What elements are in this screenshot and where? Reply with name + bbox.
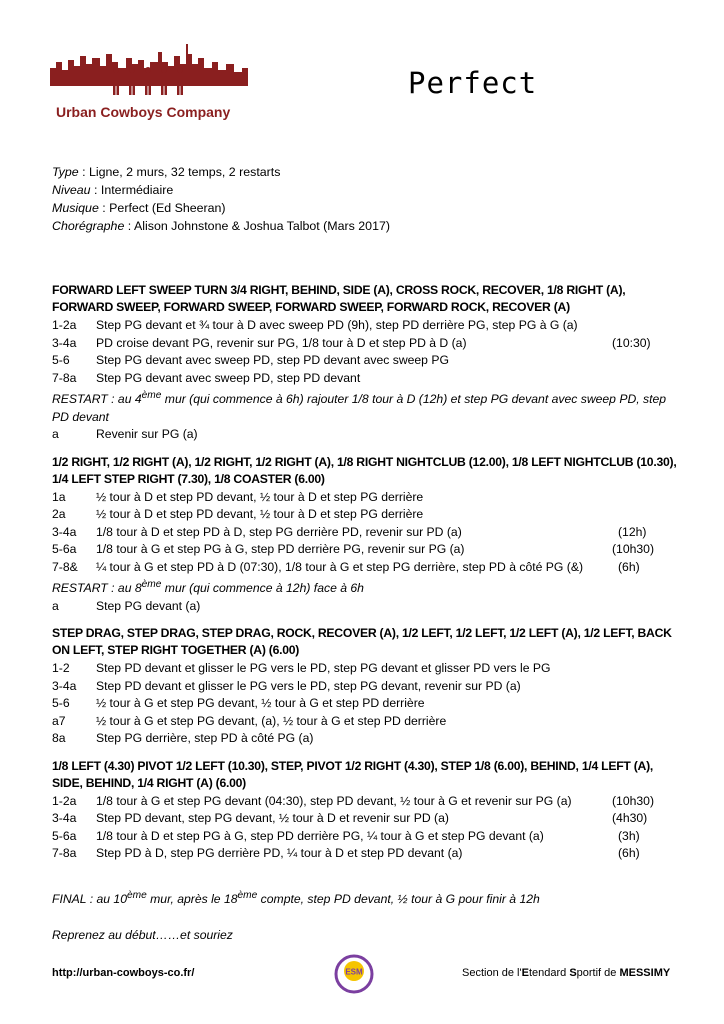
step-description: Step PD devant et glisser le PG vers le PD, step PG devant et glisser PD vers le PG bbox=[96, 661, 551, 676]
step-count: 5-6 bbox=[52, 353, 70, 367]
esm-badge-icon bbox=[334, 954, 374, 999]
step-row bbox=[52, 793, 682, 811]
step-count: 1a bbox=[52, 489, 66, 504]
step-count: 1-2a bbox=[52, 318, 77, 332]
step-count: a bbox=[52, 427, 59, 442]
step-sheet bbox=[52, 282, 682, 873]
step-description: ½ tour à G et step PG devant, ½ tour à G et step PD derrière bbox=[96, 696, 425, 711]
step-row bbox=[52, 426, 682, 444]
step-row bbox=[52, 598, 682, 616]
step-count: 5-6a bbox=[52, 542, 77, 557]
company-logo bbox=[46, 42, 256, 126]
step-description: ½ tour à G et step PG devant, (a), ½ tour à G et step PD derrière bbox=[96, 713, 447, 728]
footer-section-part: S bbox=[569, 967, 577, 979]
info-value: : Ligne, 2 murs, 32 temps, 2 restarts bbox=[78, 165, 281, 179]
info-value: : Alison Johnstone & Joshua Talbot (Mars 2017) bbox=[124, 219, 390, 233]
step-orientation: (3h) bbox=[618, 828, 640, 843]
step-count: 7-8& bbox=[52, 559, 78, 574]
step-count: 1-2a bbox=[52, 793, 77, 808]
step-orientation: (12h) bbox=[618, 524, 647, 539]
section-heading: 1/8 LEFT (4.30) PIVOT 1/2 LEFT (10.30), STEP, PIVOT 1/2 RIGHT (4.30), STEP 1/8 (6.00), BEHIND, 1/4 LEFT (A), SIDE, BEHIND, 1/4 RIGHT (A) (6.00) bbox=[52, 758, 654, 790]
step-row bbox=[52, 489, 682, 507]
final-note bbox=[52, 890, 540, 906]
skyline-icon bbox=[46, 42, 256, 104]
final-text: mur, après le 18 bbox=[146, 892, 238, 907]
step-count: 3-4a bbox=[52, 524, 77, 539]
step-count: 2a bbox=[52, 507, 66, 522]
footer-section-part: portif de bbox=[576, 967, 620, 979]
step-row bbox=[52, 335, 682, 353]
step-row bbox=[52, 678, 682, 696]
page-title: Perfect bbox=[408, 66, 538, 100]
step-count: 7-8a bbox=[52, 846, 77, 861]
step-row bbox=[52, 828, 682, 846]
step-orientation: (4h30) bbox=[612, 811, 648, 826]
restart-text: RESTART : au 8 bbox=[52, 581, 142, 596]
esm-badge-text: ESM bbox=[345, 967, 363, 977]
step-orientation: (10h30) bbox=[612, 542, 655, 557]
step-orientation: (10:30) bbox=[612, 335, 651, 350]
step-count: 1-2 bbox=[52, 661, 70, 676]
restart-note bbox=[52, 576, 682, 598]
step-description: ½ tour à D et step PD devant, ½ tour à D et step PG derrière bbox=[96, 507, 424, 522]
step-description: PD croise devant PG, revenir sur PG, 1/8 tour à D et step PD à D (a) bbox=[96, 335, 467, 350]
info-label: Musique bbox=[52, 201, 99, 215]
section-heading: FORWARD LEFT SWEEP TURN 3/4 RIGHT, BEHIND, SIDE (A), CROSS ROCK, RECOVER, 1/8 RIGHT (A), FORWARD SWEEP, FORWARD SWEEP, FORWARD SWEEP, FORWARD ROCK, RECOVER (A) bbox=[52, 283, 626, 314]
step-orientation: (6h) bbox=[618, 846, 640, 861]
step-description: 1/8 tour à G et step PG à G, step PD derrière PG, revenir sur PG (a) bbox=[96, 542, 465, 557]
footer-section-part: MESSIMY bbox=[619, 967, 671, 979]
restart-note bbox=[52, 387, 682, 426]
footer-section-part: E bbox=[521, 967, 529, 979]
step-row bbox=[52, 506, 682, 524]
step-count: a bbox=[52, 598, 59, 613]
step-row bbox=[52, 317, 682, 335]
step-count: 3-4a bbox=[52, 811, 77, 826]
info-music bbox=[52, 199, 390, 217]
step-row bbox=[52, 845, 682, 863]
restart-text: RESTART : au 4 bbox=[52, 392, 142, 407]
restart-text: mur (qui commence à 12h) face à 6h bbox=[161, 581, 364, 596]
step-row bbox=[52, 524, 682, 542]
final-text: compte, step PD devant, ½ tour à G pour finir à 12h bbox=[257, 892, 540, 907]
step-count: a7 bbox=[52, 713, 66, 728]
step-description: Step PD à D, step PG derrière PD, ¼ tour à D et step PD devant (a) bbox=[96, 846, 463, 861]
step-count: 5-6a bbox=[52, 828, 77, 843]
info-level bbox=[52, 181, 390, 199]
step-row bbox=[52, 695, 682, 713]
footer-website-link[interactable]: http://urban-cowboys-co.fr/ bbox=[52, 967, 195, 979]
step-count: 3-4a bbox=[52, 678, 77, 693]
step-description: Step PG devant (a) bbox=[96, 598, 201, 613]
step-section bbox=[52, 625, 682, 748]
step-row bbox=[52, 352, 682, 370]
restart-text: mur (qui commence à 6h) rajouter 1/8 tour à D (12h) et step PG devant avec sweep PD, step PD devant bbox=[52, 392, 667, 424]
step-section bbox=[52, 758, 682, 863]
step-description: Step PD devant, step PG devant, ½ tour à D et revenir sur PD (a) bbox=[96, 811, 449, 826]
step-description: ¼ tour à G et step PD à D (07:30), 1/8 tour à G et step PG derrière, step PD à côté PG (&) bbox=[96, 559, 584, 574]
closing-note: Reprenez au début……et souriez bbox=[52, 928, 233, 942]
step-description: Step PG devant avec sweep PD, step PD devant avec sweep PG bbox=[96, 353, 449, 367]
step-description: 1/8 tour à D et step PG à G, step PD derrière PG, ¼ tour à G et step PG devant (a) bbox=[96, 828, 544, 843]
info-label: Type bbox=[52, 165, 79, 179]
restart-sup: ème bbox=[141, 579, 162, 591]
step-description: Revenir sur PG (a) bbox=[96, 427, 198, 442]
info-value: : Perfect (Ed Sheeran) bbox=[98, 201, 226, 215]
info-choreographer bbox=[52, 217, 390, 235]
info-label: Chorégraphe bbox=[52, 219, 125, 233]
step-section bbox=[52, 454, 682, 616]
step-orientation: (10h30) bbox=[612, 793, 655, 808]
step-description: 1/8 tour à D et step PD à D, step PG derrière PD, revenir sur PD (a) bbox=[96, 524, 462, 539]
step-count: 8a bbox=[52, 731, 66, 746]
section-heading: STEP DRAG, STEP DRAG, STEP DRAG, ROCK, RECOVER (A), 1/2 LEFT, 1/2 LEFT, 1/2 LEFT (A), 1/2 LEFT, BACK ON LEFT, STEP RIGHT TOGETHER (A) (6.00) bbox=[52, 626, 672, 658]
step-description: ½ tour à D et step PD devant, ½ tour à D et step PG derrière bbox=[96, 489, 424, 504]
step-description: Step PG devant et ¾ tour à D avec sweep PD (9h), step PD derrière PG, step PG à G (a) bbox=[96, 318, 578, 332]
footer-section-part: tendard bbox=[528, 967, 570, 979]
footer-section-text bbox=[462, 967, 670, 979]
section-heading: 1/2 RIGHT, 1/2 RIGHT (A), 1/2 RIGHT, 1/2 RIGHT (A), 1/8 RIGHT NIGHTCLUB (12.00), 1/8 LEFT NIGHTCLUB (10.30), 1/4 LEFT STEP RIGHT (7.30), 1/8 COASTER (6.00) bbox=[52, 454, 677, 486]
step-row bbox=[52, 559, 682, 577]
step-count: 7-8a bbox=[52, 370, 77, 385]
dance-info bbox=[52, 163, 390, 235]
step-count: 5-6 bbox=[52, 696, 70, 711]
step-description: Step PG derrière, step PD à côté PG (a) bbox=[96, 731, 314, 746]
step-row bbox=[52, 713, 682, 731]
step-count: 3-4a bbox=[52, 335, 77, 350]
footer-section-part: Section de l' bbox=[462, 967, 522, 979]
final-sup: ème bbox=[237, 890, 258, 901]
step-row bbox=[52, 370, 682, 388]
info-value: : Intermédiaire bbox=[90, 183, 174, 197]
step-row bbox=[52, 730, 682, 748]
info-label: Niveau bbox=[52, 183, 91, 197]
step-section bbox=[52, 282, 682, 444]
step-description: Step PD devant et glisser le PG vers le PD, step PG devant, revenir sur PD (a) bbox=[96, 678, 521, 693]
step-orientation: (6h) bbox=[618, 559, 640, 574]
logo-company-name: Urban Cowboys Company bbox=[56, 104, 231, 120]
final-sup: ème bbox=[126, 890, 147, 901]
step-row bbox=[52, 810, 682, 828]
restart-sup: ème bbox=[141, 390, 162, 401]
info-type bbox=[52, 163, 390, 181]
step-row bbox=[52, 660, 682, 678]
step-description: Step PG devant avec sweep PD, step PD devant bbox=[96, 370, 361, 385]
step-row bbox=[52, 541, 682, 559]
final-text: FINAL : au 10 bbox=[52, 892, 127, 907]
step-description: 1/8 tour à G et step PG devant (04:30), step PD devant, ½ tour à G et revenir sur PG (a) bbox=[96, 793, 572, 808]
